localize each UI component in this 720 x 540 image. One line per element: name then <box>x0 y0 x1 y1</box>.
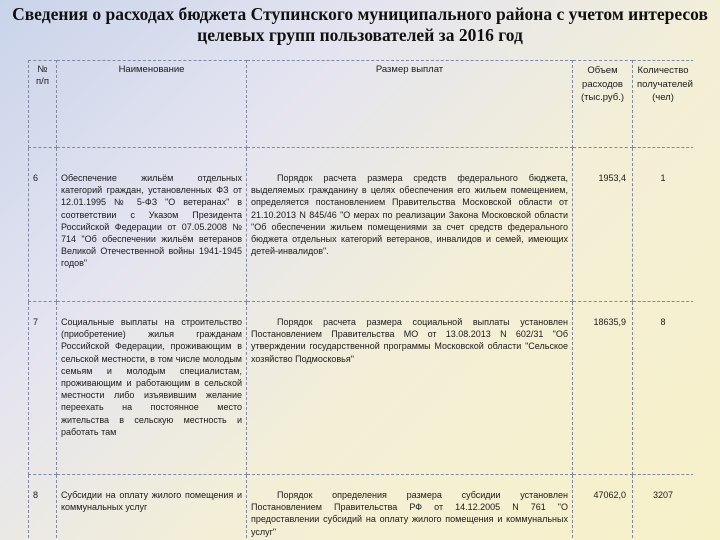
table-header-row <box>29 61 694 148</box>
table-row <box>29 475 694 540</box>
row-num: 8 <box>29 475 57 540</box>
header-num: № п/п <box>29 61 57 148</box>
header-name: Наименование <box>57 61 247 148</box>
table-row <box>29 148 694 302</box>
row-payment-size: Порядок расчета размера средств федерального бюджета, выделяемых гражданину в целях обеспечения его жильем помещением, определяется постановлением Правительства Московской области от 21.10.2013 N 845/46 "О мерах по реализации Закона Московской области "Об обеспечении жильем помещениями за счет средств федерального бюджета отдельных категорий ветеранов, инвалидов и семей, имеющих детей-инвалидов". <box>247 148 573 302</box>
row-payment-size: Порядок определения размера субсидии установлен Постановлением Правительства РФ от 14.12.2005 N 761 "О предоставлении субсидий на оплату жилого помещения и коммунальных услуг" <box>247 475 573 540</box>
row-num: 6 <box>29 148 57 302</box>
row-volume: 1953,4 <box>573 148 633 302</box>
table-row <box>29 302 694 475</box>
header-recipients: Количество получателей (чел) <box>633 61 694 148</box>
row-name: Обеспечение жильём отдельных категорий граждан, установленных ФЗ от 12.01.1995 № 5-ФЗ "О ветеранах" в соответствии с Указом Президента Российской Федерации от 07.05.2008 № 714 "Об обеспечении жильём ветеранов Великой Отечественной войны 1941-1945 годов" <box>57 148 247 302</box>
row-payment-size: Порядок расчета размера социальной выплаты установлен Постановлением Правительства МО от 13.08.2013 N 602/31 "Об утверждении государственной программы Московской области "Сельское хозяйство Подмосковья" <box>247 302 573 475</box>
header-payment-size: Размер выплат <box>247 61 573 148</box>
row-volume: 18635,9 <box>573 302 633 475</box>
page-title: Сведения о расходах бюджета Ступинского муниципального района с учетом интересов целевых групп пользователей за 2016 год <box>12 4 708 45</box>
row-num: 7 <box>29 302 57 475</box>
row-recipients: 8 <box>633 302 694 475</box>
row-recipients: 1 <box>633 148 694 302</box>
header-volume: Объем расходов (тыс.руб.) <box>573 61 633 148</box>
expenses-table-container <box>28 60 693 540</box>
expenses-table <box>28 60 693 540</box>
row-name: Социальные выплаты на строительство (приобретение) жилья гражданам Российской Федерации, проживающим в сельской местности, в том числе молодым семьям и молодым специалистам, проживающим и работающим в сельской местности либо изъявившим желание переехать на постоянное место жительства в сельскую местность и работать там <box>57 302 247 475</box>
row-name: Субсидии на оплату жилого помещения и коммунальных услуг <box>57 475 247 540</box>
row-volume: 47062,0 <box>573 475 633 540</box>
row-recipients: 3207 <box>633 475 694 540</box>
